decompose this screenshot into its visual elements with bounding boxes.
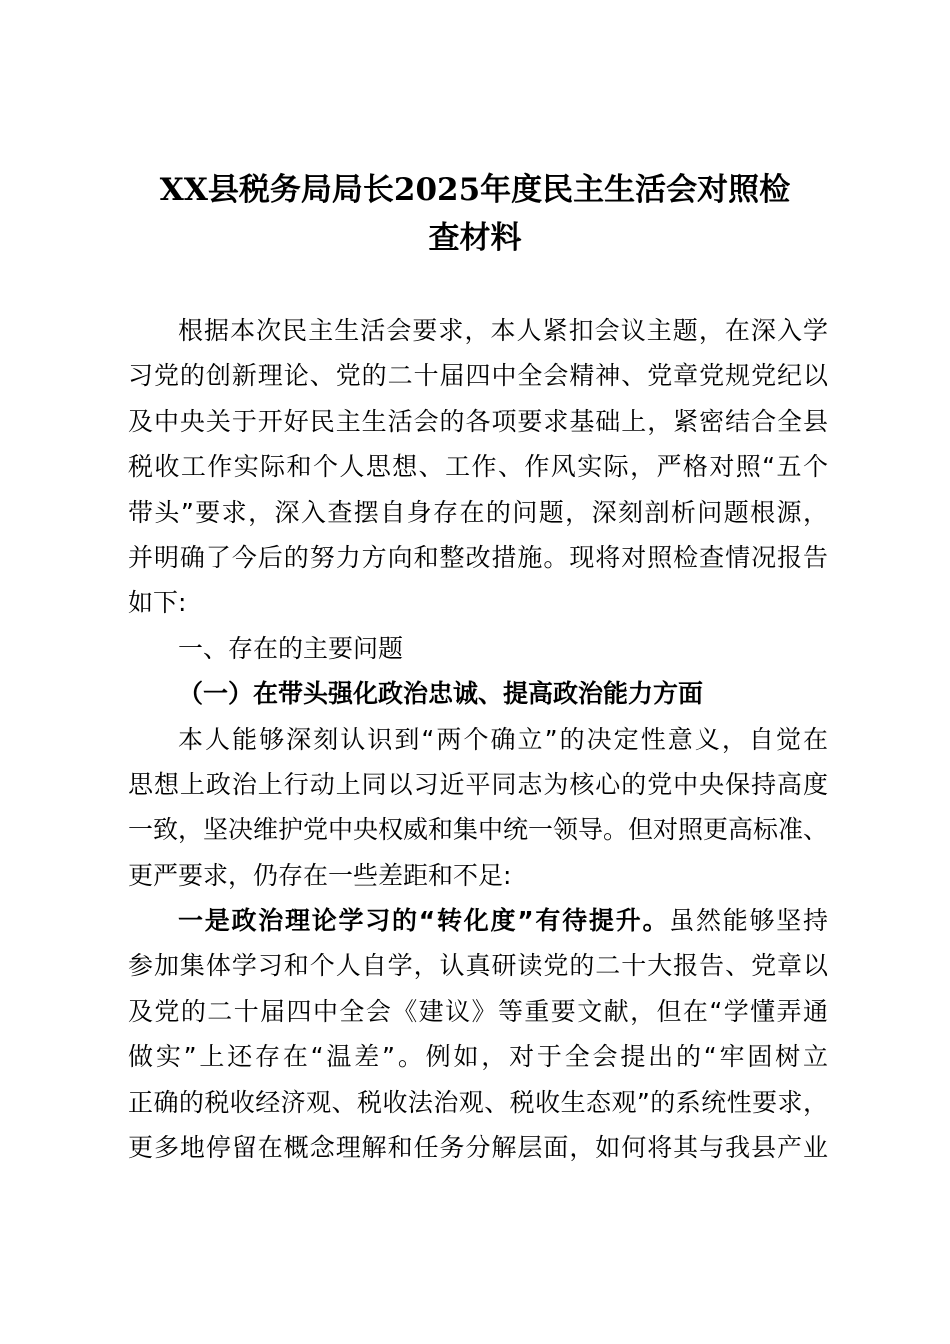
- section-heading: 一、存在的主要问题: [178, 633, 404, 663]
- para3-first-rest: 虽然能够坚持: [669, 906, 828, 936]
- intro-line: 带头”要求，深入查摆自身存在的问题，深刻剖析问题根源，: [128, 497, 828, 527]
- intro-line: 根据本次民主生活会要求，本人紧扣会议主题，在深入学: [178, 316, 828, 345]
- para2-line: 更严要求，仍存在一些差距和不足:: [128, 860, 512, 890]
- subsection-heading: （一）在带头强化政治忠诚、提高政治能力方面: [178, 679, 704, 709]
- document-title: [110, 166, 840, 262]
- para3-line: 正确的税收经济观、税收法治观、税收生态观”的系统性要求，: [128, 1087, 828, 1117]
- intro-line: 如下:: [128, 588, 187, 618]
- para2-line: 一致，坚决维护党中央权威和集中统一领导。但对照更高标准、: [128, 815, 829, 845]
- para3-first-line: [128, 898, 828, 943]
- para2-line: 本人能够深刻认识到“两个确立”的决定性意义，自觉在: [178, 724, 828, 754]
- document-body: [128, 308, 828, 1170]
- para3-bold-lead: 一是政治理论学习的“转化度”有待提升。: [178, 906, 670, 936]
- intro-line: 及中央关于开好民主生活会的各项要求基础上，紧密结合全县: [128, 406, 828, 436]
- title-line-2: 查材料: [428, 220, 522, 256]
- title-line-1: XX县税务局局长2025年度民主生活会对照检: [159, 172, 791, 208]
- intro-line: 并明确了今后的努力方向和整改措施。现将对照检查情况报告: [128, 542, 828, 572]
- intro-line: 税收工作实际和个人思想、工作、作风实际，严格对照“五个: [128, 452, 828, 482]
- para3-line: 参加集体学习和个人自学，认真研读党的二十大报告、党章以: [128, 951, 828, 981]
- intro-line: 习党的创新理论、党的二十届四中全会精神、党章党规党纪以: [128, 361, 828, 391]
- para3-line: 更多地停留在概念理解和任务分解层面，如何将其与我县产业: [128, 1133, 828, 1163]
- para2-line: 思想上政治上行动上同以习近平同志为核心的党中央保持高度: [128, 769, 828, 799]
- para3-line: 及党的二十届四中全会《建议》等重要文献，但在“学懂弄通: [128, 996, 828, 1026]
- para3-line: 做实”上还存在“温差”。例如，对于全会提出的“牢固树立: [128, 1042, 828, 1072]
